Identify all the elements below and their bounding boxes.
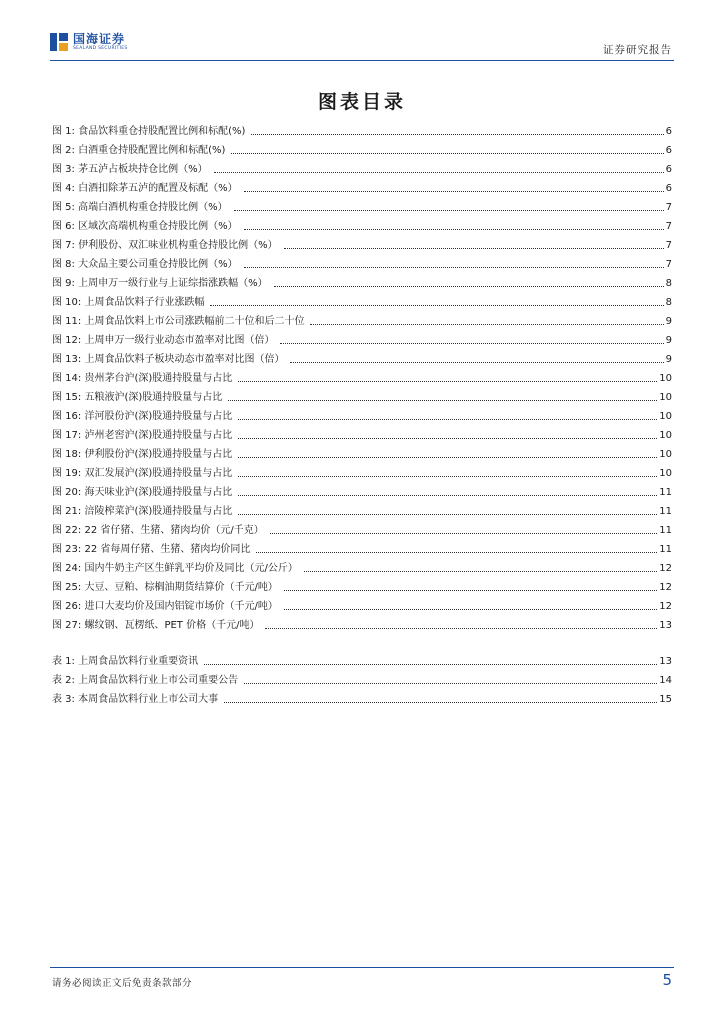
toc-entry-page: 10 bbox=[659, 430, 672, 441]
toc-entry-label: 表 2: 上周食品饮料行业上市公司重要公告 bbox=[52, 675, 239, 686]
toc-entry-label: 图 9: 上周申万一级行业与上证综指涨跌幅（%） bbox=[52, 278, 268, 289]
figure-toc-entry[interactable] bbox=[52, 328, 672, 347]
dot-leader bbox=[244, 183, 664, 192]
logo-name-en: SEALAND SECURITIES bbox=[73, 46, 128, 51]
dot-leader bbox=[270, 525, 658, 534]
figure-toc-entry[interactable] bbox=[52, 233, 672, 252]
page-title: 图表目录 bbox=[317, 91, 406, 113]
figure-toc-entry[interactable] bbox=[52, 347, 672, 366]
toc-entry-page: 11 bbox=[659, 487, 672, 498]
figure-toc-entry[interactable] bbox=[52, 613, 672, 632]
toc-entry-label: 图 2: 白酒重仓持股配置比例和标配(%) bbox=[52, 145, 226, 156]
page-number: 5 bbox=[662, 971, 672, 989]
dot-leader bbox=[256, 544, 657, 553]
company-logo bbox=[50, 32, 128, 56]
toc-entry-label: 图 8: 大众品主要公司重仓持股比例（%） bbox=[52, 259, 238, 270]
toc-entry-label: 图 18: 伊利股份沪(深)股通持股量与占比 bbox=[52, 449, 233, 460]
toc-entry-page: 10 bbox=[659, 411, 672, 422]
toc-entry-label: 图 20: 海天味业沪(深)股通持股量与占比 bbox=[52, 487, 233, 498]
toc-entry-page: 6 bbox=[665, 183, 672, 194]
footer-divider bbox=[50, 967, 674, 968]
dot-leader bbox=[310, 316, 663, 325]
toc-entry-label: 图 19: 双汇发展沪(深)股通持股量与占比 bbox=[52, 468, 233, 479]
dot-leader bbox=[238, 449, 657, 458]
figure-toc-entry[interactable] bbox=[52, 480, 672, 499]
dot-leader bbox=[214, 164, 664, 173]
toc-entry-label: 图 25: 大豆、豆粕、棕榈油期货结算价（千元/吨） bbox=[52, 582, 278, 593]
dot-leader bbox=[234, 202, 664, 211]
figure-toc-entry[interactable] bbox=[52, 575, 672, 594]
toc-entry-label: 图 22: 22 省仔猪、生猪、猪肉均价（元/千克） bbox=[52, 525, 264, 536]
figure-toc-entry[interactable] bbox=[52, 366, 672, 385]
dot-leader bbox=[224, 694, 657, 703]
toc-entry-page: 11 bbox=[659, 506, 672, 517]
dot-leader bbox=[251, 126, 663, 135]
dot-leader bbox=[284, 601, 657, 610]
figure-toc-entry[interactable] bbox=[52, 309, 672, 328]
dot-leader bbox=[238, 430, 657, 439]
header-divider bbox=[50, 60, 674, 61]
toc-entry-page: 11 bbox=[659, 525, 672, 536]
figure-toc-entry[interactable] bbox=[52, 404, 672, 423]
report-type-label: 证券研究报告 bbox=[603, 44, 672, 56]
toc-entry-page: 15 bbox=[659, 694, 672, 705]
figure-toc-entry[interactable] bbox=[52, 594, 672, 613]
figure-toc-entry[interactable] bbox=[52, 461, 672, 480]
dot-leader bbox=[238, 487, 657, 496]
toc-entry-page: 10 bbox=[659, 449, 672, 460]
toc-entry-page: 9 bbox=[665, 316, 672, 327]
toc-entry-page: 12 bbox=[659, 563, 672, 574]
dot-leader bbox=[238, 506, 657, 515]
figure-toc-entry[interactable] bbox=[52, 157, 672, 176]
dot-leader bbox=[304, 563, 657, 572]
dot-leader bbox=[210, 297, 663, 306]
dot-leader bbox=[231, 145, 663, 154]
toc-entry-page: 12 bbox=[659, 601, 672, 612]
toc-entry-label: 图 16: 洋河股份沪(深)股通持股量与占比 bbox=[52, 411, 233, 422]
toc-entry-label: 图 5: 高端白酒机构重仓持股比例（%） bbox=[52, 202, 228, 213]
toc-entry-page: 8 bbox=[665, 297, 672, 308]
toc-list bbox=[52, 119, 672, 706]
toc-entry-page: 14 bbox=[659, 675, 672, 686]
dot-leader bbox=[284, 240, 664, 249]
toc-entry-label: 图 27: 螺纹钢、瓦楞纸、PET 价格（千元/吨） bbox=[52, 620, 260, 631]
figure-toc-entry[interactable] bbox=[52, 442, 672, 461]
figure-toc-entry[interactable] bbox=[52, 518, 672, 537]
dot-leader bbox=[244, 221, 664, 230]
toc-entry-label: 图 13: 上周食品饮料子板块动态市盈率对比图（倍） bbox=[52, 354, 285, 365]
dot-leader bbox=[244, 675, 657, 684]
toc-entry-label: 图 17: 泸州老窖沪(深)股通持股量与占比 bbox=[52, 430, 233, 441]
toc-entry-label: 图 10: 上周食品饮料子行业涨跌幅 bbox=[52, 297, 205, 308]
dot-leader bbox=[280, 335, 663, 344]
table-toc-entry[interactable] bbox=[52, 649, 672, 668]
toc-entry-label: 图 24: 国内牛奶主产区生鲜乳平均价及同比（元/公斤） bbox=[52, 563, 298, 574]
figure-toc-entry[interactable] bbox=[52, 290, 672, 309]
toc-entry-label: 图 7: 伊利股份、双汇味业机构重仓持股比例（%） bbox=[52, 240, 278, 251]
logo-mark-icon bbox=[50, 33, 68, 51]
dot-leader bbox=[228, 392, 657, 401]
toc-entry-page: 7 bbox=[665, 240, 672, 251]
toc-entry-label: 图 21: 涪陵榨菜沪(深)股通持股量与占比 bbox=[52, 506, 233, 517]
dot-leader bbox=[238, 373, 657, 382]
toc-entry-label: 图 6: 区域次高端机构重仓持股比例（%） bbox=[52, 221, 238, 232]
toc-entry-label: 表 3: 本周食品饮料行业上市公司大事 bbox=[52, 694, 219, 705]
figure-toc-entry[interactable] bbox=[52, 119, 672, 138]
footer-disclaimer: 请务必阅读正文后免责条款部分 bbox=[52, 978, 193, 989]
toc-entry-label: 图 14: 贵州茅台沪(深)股通持股量与占比 bbox=[52, 373, 233, 384]
toc-entry-label: 图 26: 进口大麦均价及国内铝锭市场价（千元/吨） bbox=[52, 601, 278, 612]
table-toc-entry[interactable] bbox=[52, 687, 672, 706]
page-header bbox=[50, 26, 674, 60]
toc-entry-page: 7 bbox=[665, 259, 672, 270]
dot-leader bbox=[274, 278, 664, 287]
dot-leader bbox=[238, 411, 657, 420]
toc-entry-page: 12 bbox=[659, 582, 672, 593]
toc-entry-page: 9 bbox=[665, 354, 672, 365]
toc-entry-page: 10 bbox=[659, 392, 672, 403]
toc-entry-page: 10 bbox=[659, 373, 672, 384]
toc-entry-page: 11 bbox=[659, 544, 672, 555]
dot-leader bbox=[290, 354, 663, 363]
dot-leader bbox=[284, 582, 657, 591]
toc-entry-label: 图 15: 五粮液沪(深)股通持股量与占比 bbox=[52, 392, 223, 403]
figure-toc-entry[interactable] bbox=[52, 214, 672, 233]
figure-toc-entry[interactable] bbox=[52, 499, 672, 518]
toc-entry-page: 13 bbox=[659, 620, 672, 631]
toc-entry-page: 8 bbox=[665, 278, 672, 289]
figure-toc-entry[interactable] bbox=[52, 385, 672, 404]
table-toc-entry[interactable] bbox=[52, 668, 672, 687]
toc-entry-page: 6 bbox=[665, 126, 672, 137]
logo-name-cn: 国海证券 bbox=[73, 32, 126, 46]
figure-toc-entry[interactable] bbox=[52, 537, 672, 556]
toc-entry-page: 9 bbox=[665, 335, 672, 346]
dot-leader bbox=[238, 468, 657, 477]
dot-leader bbox=[244, 259, 664, 268]
toc-entry-page: 7 bbox=[665, 202, 672, 213]
figure-toc-entry[interactable] bbox=[52, 138, 672, 157]
toc-entry-label: 表 1: 上周食品饮料行业重要资讯 bbox=[52, 656, 199, 667]
dot-leader bbox=[265, 620, 657, 629]
toc-entry-page: 6 bbox=[665, 145, 672, 156]
figure-toc-entry[interactable] bbox=[52, 423, 672, 442]
dot-leader bbox=[204, 656, 657, 665]
section-gap bbox=[52, 632, 672, 649]
toc-entry-page: 13 bbox=[659, 656, 672, 667]
figure-toc-entry[interactable] bbox=[52, 195, 672, 214]
toc-entry-label: 图 23: 22 省每周仔猪、生猪、猪肉均价同比 bbox=[52, 544, 251, 555]
toc-entry-label: 图 12: 上周申万一级行业动态市盈率对比图（倍） bbox=[52, 335, 275, 346]
figure-toc-entry[interactable] bbox=[52, 252, 672, 271]
toc-entry-label: 图 4: 白酒扣除茅五泸的配置及标配（%） bbox=[52, 183, 238, 194]
toc-entry-page: 6 bbox=[665, 164, 672, 175]
toc-entry-label: 图 11: 上周食品饮料上市公司涨跌幅前二十位和后二十位 bbox=[52, 316, 305, 327]
toc-entry-label: 图 1: 食品饮料重仓持股配置比例和标配(%) bbox=[52, 126, 246, 137]
figure-toc-entry[interactable] bbox=[52, 556, 672, 575]
figure-toc-entry[interactable] bbox=[52, 176, 672, 195]
figure-toc-entry[interactable] bbox=[52, 271, 672, 290]
toc-entry-page: 10 bbox=[659, 468, 672, 479]
toc-entry-label: 图 3: 茅五泸占板块持仓比例（%） bbox=[52, 164, 208, 175]
toc-entry-page: 7 bbox=[665, 221, 672, 232]
